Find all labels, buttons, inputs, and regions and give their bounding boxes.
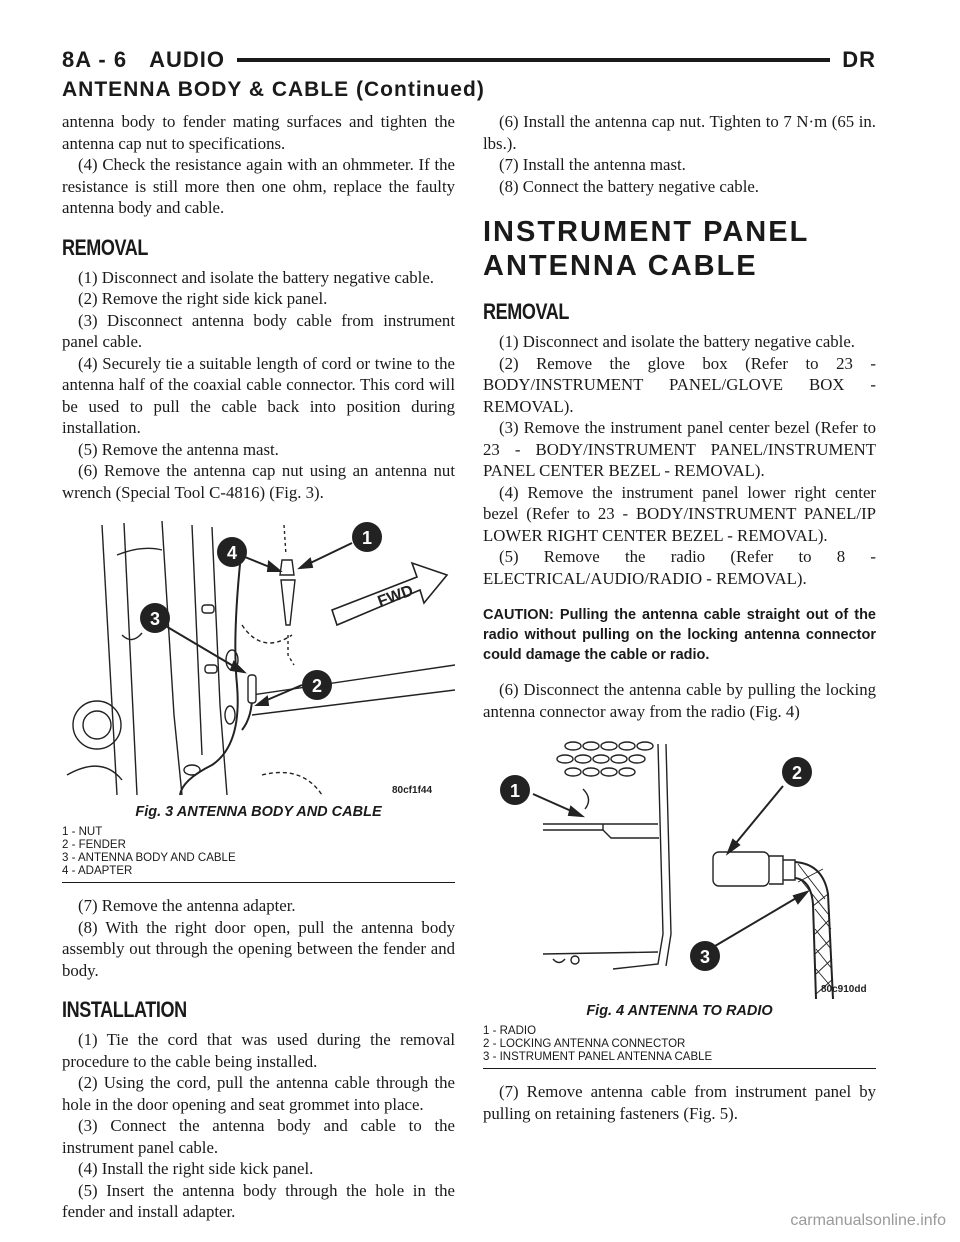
- paragraph: antenna body to fender mating surfaces and tighten the antenna cap nut to specifications.: [62, 112, 455, 153]
- section-title: INSTRUMENT PANEL ANTENNA CABLE: [483, 216, 809, 282]
- step: (4) Securely tie a suitable length of cord or twine to the antenna half of the coaxial cable connector. This cord will be used to pull the cable back into position during installation.: [62, 353, 455, 437]
- callout-4: 4: [226, 543, 238, 563]
- callout-3: 3: [699, 947, 711, 967]
- step: (1) Disconnect and isolate the battery negative cable.: [499, 332, 855, 351]
- fwd-arrow-icon: [332, 563, 447, 625]
- page-number: 8A - 6: [62, 47, 128, 72]
- step: (4) Remove the instrument panel lower right center bezel (Refer to 23 - BODY/INSTRUMENT PANEL/IP LOWER RIGHT CENTER BEZEL - REMOVAL).: [483, 482, 876, 545]
- step: (1) Tie the cord that was used during the removal procedure to the cable being installed.: [62, 1030, 455, 1071]
- radio-vents: [557, 742, 653, 776]
- figure-caption: Fig. 4 ANTENNA TO RADIO: [586, 1003, 773, 1019]
- step: (2) Remove the glove box (Refer to 23 - BODY/INSTRUMENT PANEL/GLOVE BOX - REMOVAL).: [483, 353, 876, 416]
- step: (6) Disconnect the antenna cable by pulling the locking antenna connector away from the radio (Fig. 4): [483, 680, 876, 721]
- step: (6) Install the antenna cap nut. Tighten to 7 N·m (65 in. lbs.).: [483, 112, 876, 153]
- step: (1) Disconnect and isolate the battery negative cable.: [78, 267, 434, 287]
- legend-item: 2 - FENDER: [62, 839, 126, 851]
- legend-item: 3 - ANTENNA BODY AND CABLE: [62, 852, 236, 864]
- figure-code: 80c910dd: [821, 984, 867, 995]
- step: (2) Using the cord, pull the antenna cable through the hole in the door opening and seat grommet into place.: [62, 1073, 455, 1114]
- caution-note: CAUTION: Pulling the antenna cable straight out of the radio without pulling on the locking antenna connector could damage the cable or radio.: [483, 607, 876, 663]
- figure-legend: [483, 1025, 876, 1069]
- left-column: [62, 111, 455, 1223]
- callout-2: 2: [311, 676, 323, 696]
- antenna-to-radio-illustration: [483, 734, 876, 999]
- header-rule: [237, 58, 830, 62]
- fwd-label: FWD: [375, 582, 416, 611]
- step: (3) Remove the instrument panel center bezel (Refer to 23 - BODY/INSTRUMENT PANEL/INSTRUMENT PANEL CENTER BEZEL - REMOVAL).: [483, 418, 876, 480]
- legend-item: 1 - NUT: [62, 826, 103, 838]
- figure-caption: Fig. 3 ANTENNA BODY AND CABLE: [135, 804, 382, 820]
- watermark: carmanualsonline.info: [790, 1212, 946, 1229]
- step: (7) Remove the antenna adapter.: [78, 896, 296, 915]
- step: (2) Remove the right side kick panel.: [78, 289, 328, 308]
- figure-3: [62, 515, 455, 883]
- paragraph: (4) Check the resistance again with an ohmmeter. If the resistance is still more then one ohm, replace the faulty antenna body and cable.: [62, 155, 455, 217]
- callout-1: 1: [361, 528, 373, 548]
- step: (3) Connect the antenna body and cable to the instrument panel cable.: [62, 1116, 455, 1157]
- step: (3) Disconnect antenna body cable from instrument panel cable.: [62, 310, 455, 351]
- model-code: DR: [842, 47, 876, 72]
- callout-3: 3: [149, 609, 161, 629]
- step: (8) Connect the battery negative cable.: [499, 176, 759, 196]
- installation-heading: INSTALLATION: [62, 997, 187, 1022]
- removal-heading: REMOVAL: [483, 299, 569, 324]
- legend-item: 1 - RADIO: [483, 1025, 537, 1037]
- legend-item: 3 - INSTRUMENT PANEL ANTENNA CABLE: [483, 1051, 713, 1063]
- figure-code: 80cf1f44: [392, 785, 433, 796]
- antenna-body-illustration: [62, 515, 455, 800]
- step: (8) With the right door open, pull the antenna body assembly out through the opening between the fender and body.: [62, 917, 455, 980]
- continued-heading: ANTENNA BODY & CABLE (Continued): [62, 78, 485, 101]
- figure-4: [483, 734, 876, 1069]
- legend-item: 2 - LOCKING ANTENNA CONNECTOR: [483, 1038, 686, 1050]
- callout-2: 2: [791, 763, 803, 783]
- step: (7) Install the antenna mast.: [499, 155, 686, 174]
- callout-1: 1: [509, 781, 521, 801]
- step: (5) Insert the antenna body through the hole in the fender and install adapter.: [62, 1180, 455, 1221]
- step: (4) Install the right side kick panel.: [78, 1159, 314, 1178]
- section-name: AUDIO: [149, 47, 225, 72]
- page-header: [62, 44, 876, 76]
- figure-legend: [62, 826, 455, 883]
- step: (5) Remove the radio (Refer to 8 - ELECTRICAL/AUDIO/RADIO - REMOVAL).: [483, 547, 876, 588]
- step: (7) Remove antenna cable from instrument panel by pulling on retaining fasteners (Fig. 5).: [483, 1082, 876, 1123]
- step: (6) Remove the antenna cap nut using an antenna nut wrench (Special Tool C-4816) (Fig. 3).: [62, 461, 455, 502]
- step: (5) Remove the antenna mast.: [78, 439, 279, 459]
- removal-heading: REMOVAL: [62, 234, 148, 260]
- right-column: [483, 111, 876, 1124]
- legend-item: 4 - ADAPTER: [62, 865, 133, 877]
